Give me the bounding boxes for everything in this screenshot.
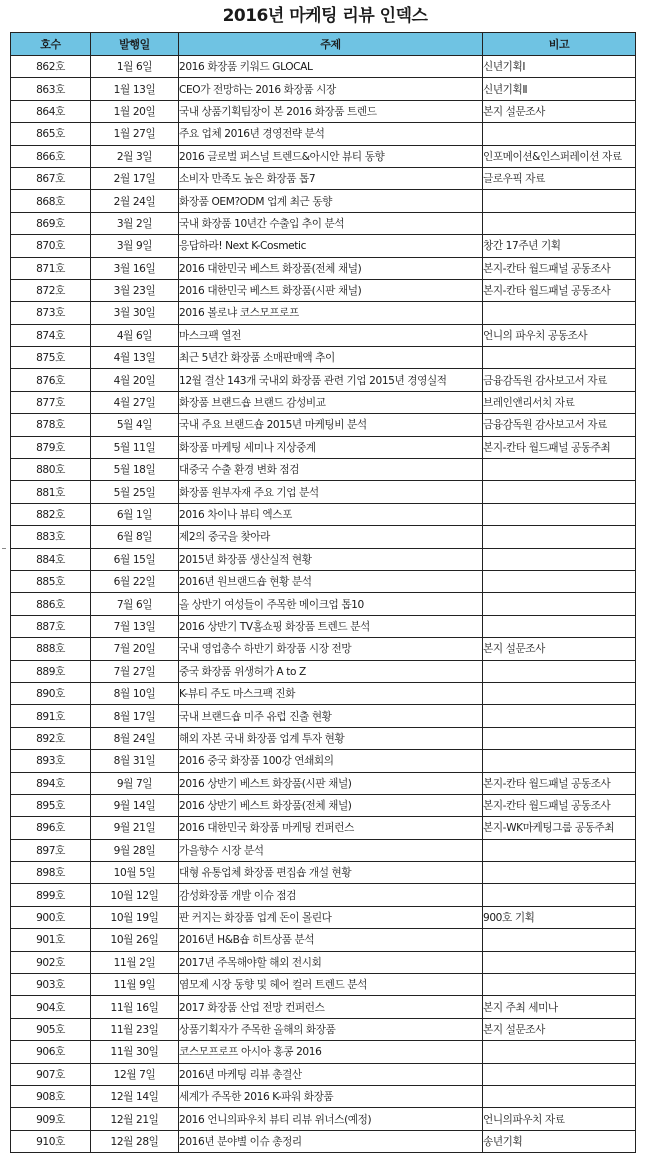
note-cell: 본지 주최 세미나 (483, 996, 636, 1018)
publish-date-cell: 5월 4일 (91, 414, 179, 436)
issue-number-cell: 862호 (11, 56, 91, 78)
topic-cell: 화장품 원부자재 주요 기업 분석 (179, 481, 483, 503)
publish-date-cell: 7월 13일 (91, 615, 179, 637)
topic-cell: 해외 자본 국내 화장품 업계 투자 현황 (179, 727, 483, 749)
topic-cell: 제2의 중국을 찾아라 (179, 526, 483, 548)
issue-number-cell: 878호 (11, 414, 91, 436)
note-cell (483, 526, 636, 548)
table-row (11, 235, 636, 257)
note-cell (483, 347, 636, 369)
topic-cell: 상품기획자가 주목한 올해의 화장품 (179, 1018, 483, 1040)
page-title: 2016년 마케팅 리뷰 인덱스 (222, 6, 428, 26)
topic-cell: 2016 언니의파우치 뷰티 리뷰 위너스(예정) (179, 1108, 483, 1130)
issue-number-cell: 891호 (11, 705, 91, 727)
table-row (11, 347, 636, 369)
topic-cell: 화장품 OEM?ODM 업계 최근 동향 (179, 190, 483, 212)
table-row (11, 503, 636, 525)
issue-number-cell: 895호 (11, 794, 91, 816)
issue-number-cell: 896호 (11, 817, 91, 839)
publish-date-cell: 9월 21일 (91, 817, 179, 839)
table-row (11, 593, 636, 615)
topic-cell: 올 상반기 여성들이 주목한 메이크업 톱10 (179, 593, 483, 615)
publish-date-cell: 12월 21일 (91, 1108, 179, 1130)
table-row (11, 638, 636, 660)
note-cell (483, 660, 636, 682)
note-cell (483, 593, 636, 615)
publish-date-cell: 5월 18일 (91, 459, 179, 481)
issue-number-cell: 889호 (11, 660, 91, 682)
topic-cell: 판 커지는 화장품 업계 돈이 몰린다 (179, 906, 483, 928)
topic-cell: 감성화장품 개발 이슈 점검 (179, 884, 483, 906)
note-cell (483, 212, 636, 234)
table-row (11, 1085, 636, 1107)
topic-cell: 염모제 시장 동향 및 헤어 컬러 트렌드 분석 (179, 974, 483, 996)
topic-cell: 2017 화장품 산업 전망 컨퍼런스 (179, 996, 483, 1018)
table-row (11, 436, 636, 458)
note-cell (483, 929, 636, 951)
topic-cell: 2016 중국 화장품 100강 연쇄회의 (179, 750, 483, 772)
topic-cell: 2016 글로벌 퍼스널 트렌드&아시안 뷰티 동향 (179, 145, 483, 167)
note-cell: 900호 기획 (483, 906, 636, 928)
issue-number-cell: 879호 (11, 436, 91, 458)
note-cell (483, 974, 636, 996)
issue-number-cell: 898호 (11, 862, 91, 884)
header-row (11, 33, 636, 56)
issue-number-cell: 882호 (11, 503, 91, 525)
note-cell: 글로우픽 자료 (483, 167, 636, 189)
issue-number-cell: 899호 (11, 884, 91, 906)
issue-number-cell: 909호 (11, 1108, 91, 1130)
note-cell: 언니의파우치 자료 (483, 1108, 636, 1130)
note-cell (483, 123, 636, 145)
topic-cell: 국내 상품기획팀장이 본 2016 화장품 트렌드 (179, 100, 483, 122)
issue-number-cell: 872호 (11, 279, 91, 301)
topic-cell: 국내 브랜드숍 미주 유럽 진출 현황 (179, 705, 483, 727)
issue-number-cell: 910호 (11, 1130, 91, 1152)
table-row (11, 862, 636, 884)
note-cell: 금융감독원 감사보고서 자료 (483, 369, 636, 391)
table-row (11, 123, 636, 145)
issue-number-cell: 893호 (11, 750, 91, 772)
topic-cell: 세계가 주목한 2016 K-파워 화장품 (179, 1085, 483, 1107)
note-cell (483, 705, 636, 727)
issue-number-cell: 869호 (11, 212, 91, 234)
table-row (11, 570, 636, 592)
table-row (11, 459, 636, 481)
table-row (11, 1130, 636, 1152)
note-cell (483, 951, 636, 973)
table-header (11, 33, 636, 56)
issue-number-cell: 864호 (11, 100, 91, 122)
issue-number-cell: 904호 (11, 996, 91, 1018)
table-row (11, 817, 636, 839)
table-row (11, 839, 636, 861)
publish-date-cell: 4월 6일 (91, 324, 179, 346)
publish-date-cell: 10월 19일 (91, 906, 179, 928)
issue-number-cell: 887호 (11, 615, 91, 637)
note-cell (483, 1063, 636, 1085)
topic-cell: 2016 화장품 키워드 GLOCAL (179, 56, 483, 78)
topic-cell: 2016년 마케팅 리뷰 총결산 (179, 1063, 483, 1085)
issue-number-cell: 877호 (11, 391, 91, 413)
issue-number-cell: 906호 (11, 1041, 91, 1063)
table-row (11, 481, 636, 503)
issue-number-cell: 901호 (11, 929, 91, 951)
table-body (11, 56, 636, 1153)
issue-number-cell: 886호 (11, 593, 91, 615)
column-header-note: 비고 (483, 33, 636, 56)
issue-number-cell: 875호 (11, 347, 91, 369)
table-row (11, 145, 636, 167)
publish-date-cell: 5월 11일 (91, 436, 179, 458)
table-row (11, 391, 636, 413)
publish-date-cell: 3월 2일 (91, 212, 179, 234)
table-row (11, 1063, 636, 1085)
publish-date-cell: 6월 22일 (91, 570, 179, 592)
note-cell (483, 615, 636, 637)
table-row (11, 257, 636, 279)
table-row (11, 884, 636, 906)
publish-date-cell: 2월 3일 (91, 145, 179, 167)
table-row (11, 1018, 636, 1040)
topic-cell: 2017년 주목해야할 해외 전시회 (179, 951, 483, 973)
table-row (11, 167, 636, 189)
publish-date-cell: 10월 5일 (91, 862, 179, 884)
note-cell (483, 481, 636, 503)
issue-number-cell: 900호 (11, 906, 91, 928)
issue-number-cell: 903호 (11, 974, 91, 996)
note-cell: 본지 설문조사 (483, 638, 636, 660)
table-row (11, 1041, 636, 1063)
publish-date-cell: 4월 27일 (91, 391, 179, 413)
table-row (11, 324, 636, 346)
note-cell: 창간 17주년 기획 (483, 235, 636, 257)
table-row (11, 212, 636, 234)
note-cell (483, 1041, 636, 1063)
note-cell: 본지 설문조사 (483, 1018, 636, 1040)
topic-cell: 응답하라! Next K-Cosmetic (179, 235, 483, 257)
issue-number-cell: 874호 (11, 324, 91, 346)
topic-cell: K-뷰티 주도 마스크팩 진화 (179, 682, 483, 704)
topic-cell: 2016 차이나 뷰티 엑스포 (179, 503, 483, 525)
note-cell: 송년기획 (483, 1130, 636, 1152)
topic-cell: 주요 업체 2016년 경영전략 분석 (179, 123, 483, 145)
publish-date-cell: 9월 28일 (91, 839, 179, 861)
topic-cell: 2016 상반기 베스트 화장품(전체 채널) (179, 794, 483, 816)
issue-number-cell: 892호 (11, 727, 91, 749)
topic-cell: 중국 화장품 위생허가 A to Z (179, 660, 483, 682)
issue-number-cell: 880호 (11, 459, 91, 481)
issue-number-cell: 867호 (11, 167, 91, 189)
publish-date-cell: 3월 23일 (91, 279, 179, 301)
publish-date-cell: 1월 6일 (91, 56, 179, 78)
table-row (11, 279, 636, 301)
table-row (11, 727, 636, 749)
column-header-topic: 주제 (179, 33, 483, 56)
note-cell (483, 548, 636, 570)
publish-date-cell: 7월 6일 (91, 593, 179, 615)
note-cell (483, 302, 636, 324)
topic-cell: 2016년 원브랜드숍 현황 분석 (179, 570, 483, 592)
note-cell: 본지-칸타 월드패널 공동조사 (483, 772, 636, 794)
publish-date-cell: 12월 28일 (91, 1130, 179, 1152)
note-cell: 본지 설문조사 (483, 100, 636, 122)
table-row (11, 100, 636, 122)
topic-cell: 2016 대한민국 베스트 화장품(전체 채널) (179, 257, 483, 279)
issue-number-cell: 902호 (11, 951, 91, 973)
issue-number-cell: 868호 (11, 190, 91, 212)
topic-cell: 국내 영업총수 하반기 화장품 시장 전망 (179, 638, 483, 660)
topic-cell: 가을향수 시장 분석 (179, 839, 483, 861)
publish-date-cell: 1월 27일 (91, 123, 179, 145)
issue-number-cell: 883호 (11, 526, 91, 548)
index-table (10, 32, 636, 1153)
publish-date-cell: 3월 16일 (91, 257, 179, 279)
publish-date-cell: 11월 16일 (91, 996, 179, 1018)
publish-date-cell: 12월 7일 (91, 1063, 179, 1085)
topic-cell: 대중국 수출 환경 변화 점검 (179, 459, 483, 481)
issue-number-cell: 908호 (11, 1085, 91, 1107)
note-cell (483, 682, 636, 704)
table-row (11, 794, 636, 816)
note-cell (483, 862, 636, 884)
topic-cell: 코스모프로프 아시아 홍콩 2016 (179, 1041, 483, 1063)
publish-date-cell: 7월 20일 (91, 638, 179, 660)
publish-date-cell: 10월 26일 (91, 929, 179, 951)
table-row (11, 974, 636, 996)
issue-number-cell: 885호 (11, 570, 91, 592)
topic-cell: 화장품 마케팅 세미나 지상중계 (179, 436, 483, 458)
publish-date-cell: 11월 9일 (91, 974, 179, 996)
issue-number-cell: 866호 (11, 145, 91, 167)
issue-number-cell: 870호 (11, 235, 91, 257)
table-row (11, 615, 636, 637)
issue-number-cell: 888호 (11, 638, 91, 660)
table-row (11, 682, 636, 704)
table-row (11, 906, 636, 928)
note-cell: 금융감독원 감사보고서 자료 (483, 414, 636, 436)
table-row (11, 1108, 636, 1130)
publish-date-cell: 3월 30일 (91, 302, 179, 324)
issue-number-cell: 905호 (11, 1018, 91, 1040)
table-row (11, 190, 636, 212)
publish-date-cell: 8월 31일 (91, 750, 179, 772)
topic-cell: 국내 화장품 10년간 수출입 추이 분석 (179, 212, 483, 234)
topic-cell: CEO가 전망하는 2016 화장품 시장 (179, 78, 483, 100)
topic-cell: 국내 주요 브랜드숍 2015년 마케팅비 분석 (179, 414, 483, 436)
note-cell: 본지-칸타 월드패널 공동주최 (483, 436, 636, 458)
publish-date-cell: 2월 17일 (91, 167, 179, 189)
note-cell (483, 839, 636, 861)
table-row (11, 78, 636, 100)
publish-date-cell: 3월 9일 (91, 235, 179, 257)
issue-number-cell: 873호 (11, 302, 91, 324)
note-cell: 신년기획Ⅱ (483, 78, 636, 100)
topic-cell: 소비자 만족도 높은 화장품 톱7 (179, 167, 483, 189)
publish-date-cell: 4월 13일 (91, 347, 179, 369)
table-row (11, 996, 636, 1018)
table-row (11, 302, 636, 324)
topic-cell: 2016 대한민국 화장품 마케팅 컨퍼런스 (179, 817, 483, 839)
publish-date-cell: 6월 8일 (91, 526, 179, 548)
table-row (11, 929, 636, 951)
table-row (11, 56, 636, 78)
note-cell (483, 459, 636, 481)
table-row (11, 414, 636, 436)
publish-date-cell: 11월 23일 (91, 1018, 179, 1040)
publish-date-cell: 11월 2일 (91, 951, 179, 973)
note-cell (483, 1085, 636, 1107)
note-cell: 본지-칸타 월드패널 공동조사 (483, 257, 636, 279)
column-header-publish-date: 발행일 (91, 33, 179, 56)
issue-number-cell: 897호 (11, 839, 91, 861)
publish-date-cell: 2월 24일 (91, 190, 179, 212)
publish-date-cell: 9월 7일 (91, 772, 179, 794)
table-row (11, 951, 636, 973)
issue-number-cell: 876호 (11, 369, 91, 391)
issue-number-cell: 863호 (11, 78, 91, 100)
topic-cell: 최근 5년간 화장품 소매판매액 추이 (179, 347, 483, 369)
note-cell (483, 503, 636, 525)
table-row (11, 369, 636, 391)
publish-date-cell: 5월 25일 (91, 481, 179, 503)
note-cell (483, 750, 636, 772)
table-row (11, 750, 636, 772)
publish-date-cell: 9월 14일 (91, 794, 179, 816)
note-cell: 브레인앤리서치 자료 (483, 391, 636, 413)
table-row (11, 772, 636, 794)
issue-number-cell: 907호 (11, 1063, 91, 1085)
note-cell: 본지-칸타 월드패널 공동조사 (483, 279, 636, 301)
note-cell (483, 884, 636, 906)
publish-date-cell: 1월 20일 (91, 100, 179, 122)
note-cell: 본지-WK마케팅그룹 공동주최 (483, 817, 636, 839)
topic-cell: 2016년 H&B숍 히트상품 분석 (179, 929, 483, 951)
stray-mark (2, 548, 6, 549)
publish-date-cell: 12월 14일 (91, 1085, 179, 1107)
note-cell (483, 570, 636, 592)
topic-cell: 2016 상반기 베스트 화장품(시판 채널) (179, 772, 483, 794)
publish-date-cell: 8월 17일 (91, 705, 179, 727)
issue-number-cell: 871호 (11, 257, 91, 279)
publish-date-cell: 4월 20일 (91, 369, 179, 391)
publish-date-cell: 11월 30일 (91, 1041, 179, 1063)
issue-number-cell: 884호 (11, 548, 91, 570)
note-cell: 언니의 파우치 공동조사 (483, 324, 636, 346)
topic-cell: 대형 유통업체 화장품 편집숍 개설 현황 (179, 862, 483, 884)
issue-number-cell: 890호 (11, 682, 91, 704)
table-row (11, 548, 636, 570)
issue-number-cell: 894호 (11, 772, 91, 794)
publish-date-cell: 8월 10일 (91, 682, 179, 704)
issue-number-cell: 865호 (11, 123, 91, 145)
publish-date-cell: 8월 24일 (91, 727, 179, 749)
topic-cell: 화장품 브랜드숍 브랜드 감성비교 (179, 391, 483, 413)
issue-number-cell: 881호 (11, 481, 91, 503)
note-cell (483, 190, 636, 212)
note-cell: 본지-칸타 월드패널 공동조사 (483, 794, 636, 816)
note-cell: 인포메이션&인스퍼레이션 자료 (483, 145, 636, 167)
topic-cell: 2016 상반기 TV홈쇼핑 화장품 트렌드 분석 (179, 615, 483, 637)
topic-cell: 12월 결산 143개 국내외 화장품 관련 기업 2015년 경영실적 (179, 369, 483, 391)
topic-cell: 2016 대한민국 베스트 화장품(시판 채널) (179, 279, 483, 301)
topic-cell: 2016년 분야별 이슈 총정리 (179, 1130, 483, 1152)
publish-date-cell: 6월 1일 (91, 503, 179, 525)
publish-date-cell: 6월 15일 (91, 548, 179, 570)
publish-date-cell: 10월 12일 (91, 884, 179, 906)
topic-cell: 2016 볼로냐 코스모프로프 (179, 302, 483, 324)
note-cell: 신년기획Ⅰ (483, 56, 636, 78)
table-row (11, 660, 636, 682)
table-row (11, 705, 636, 727)
topic-cell: 마스크팩 열전 (179, 324, 483, 346)
topic-cell: 2015년 화장품 생산실적 현황 (179, 548, 483, 570)
publish-date-cell: 1월 13일 (91, 78, 179, 100)
column-header-issue-no: 호수 (11, 33, 91, 56)
publish-date-cell: 7월 27일 (91, 660, 179, 682)
table-row (11, 526, 636, 548)
note-cell (483, 727, 636, 749)
